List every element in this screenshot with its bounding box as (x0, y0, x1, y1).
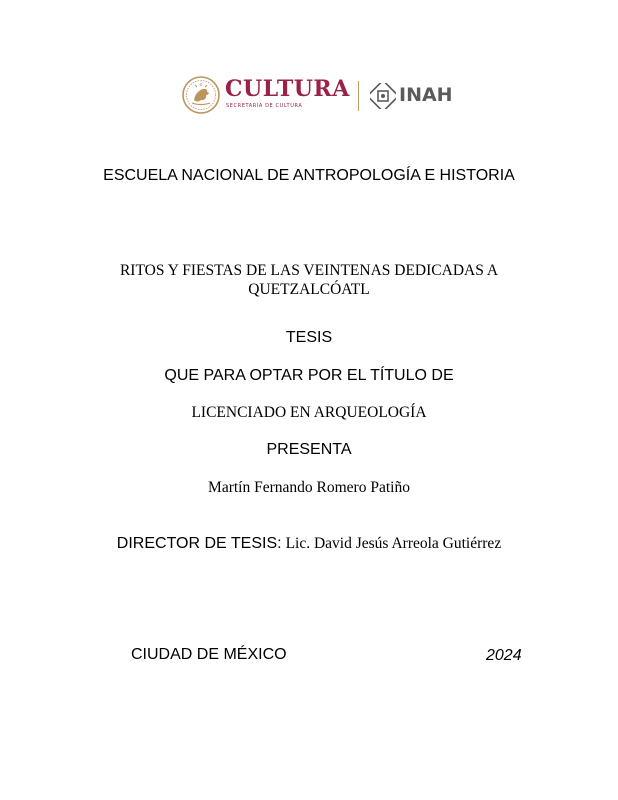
logo-divider (358, 81, 359, 111)
inah-logo-text: INAH (399, 84, 453, 106)
director-line (0, 534, 618, 554)
inah-emblem-icon (370, 83, 396, 109)
degree-intro: QUE PARA OPTAR POR EL TÍTULO DE (164, 367, 454, 384)
institution-name: ESCUELA NACIONAL DE ANTROPOLOGÍA E HISTORIA (103, 167, 515, 184)
year: 2024 (486, 647, 522, 664)
director-label: DIRECTOR DE TESIS: (116, 535, 282, 552)
thesis-title-line-2: QUETZALCÓATL (248, 281, 370, 298)
degree-title: LICENCIADO EN ARQUEOLOGÍA (191, 404, 427, 421)
director-name: Lic. David Jesús Arreola Gutiérrez (285, 535, 502, 552)
header-logos (180, 74, 460, 116)
cultura-logo-text: CULTURA (225, 76, 350, 102)
thesis-title-line-1: RITOS Y FIESTAS DE LAS VEINTENAS DEDICADAS A (119, 262, 499, 279)
presenta-label: PRESENTA (266, 441, 352, 458)
author-name: Martín Fernando Romero Patiño (208, 479, 410, 496)
mexico-seal-icon (182, 76, 220, 114)
cultura-logo-subtitle: SECRETARÍA DE CULTURA (226, 103, 303, 109)
city: CIUDAD DE MÉXICO (131, 646, 287, 663)
document-type: TESIS (285, 329, 333, 346)
